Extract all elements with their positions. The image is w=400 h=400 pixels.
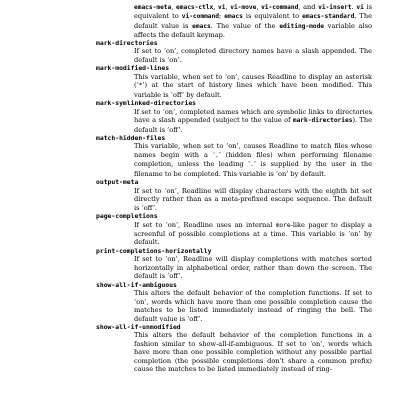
inline-code: emacs-standard: [302, 13, 355, 21]
text-run: This alters the default behavior of the completion functions. If set to ‘on’, words which have more than one possible completion cause the matches to be listed immediately instead of ringing the bell. The default value is ‘off’.: [134, 289, 372, 323]
text-run: . The value of the: [210, 21, 280, 30]
text-run: If set to ‘on’, completed names which are symbolic links to directories have a slash appended (subject to the value of: [134, 107, 372, 125]
variable-description: [134, 255, 372, 280]
variable-entry: [96, 64, 372, 99]
inline-code: vi-insert: [318, 4, 352, 11]
variable-description: [134, 187, 372, 212]
variable-description: [134, 142, 372, 178]
variable-name: match-hidden-files: [96, 133, 166, 142]
inline-code: .: [214, 151, 219, 159]
variable-entry: [96, 39, 372, 64]
inline-code: vi: [218, 4, 226, 11]
inline-code: vi-move: [230, 4, 257, 11]
variable-entry: [96, 247, 372, 281]
text-run: ;: [218, 12, 225, 21]
variable-description: [134, 108, 372, 134]
inline-code: *: [138, 82, 143, 90]
inline-code: editing-mode: [279, 22, 325, 30]
variable-description: [134, 47, 372, 64]
variable-name: output-meta: [96, 178, 139, 187]
text-run: ,: [213, 3, 219, 11]
inline-code: emacs: [192, 22, 211, 30]
variable-description: [134, 331, 372, 373]
text-run: is equivalent to: [242, 12, 303, 21]
inline-code: vi-command: [181, 13, 219, 21]
intro-paragraph: [134, 3, 372, 40]
variable-entry: [96, 99, 372, 134]
text-run: This variable, when set to ‘on’, causes Readline to match files whose names begin with a ‘: [134, 142, 372, 159]
text-run: This variable, when set to ‘on’, causes Readline to display an asterisk (‘: [134, 72, 372, 90]
text-run: , and: [298, 3, 319, 11]
variable-list: [96, 39, 372, 374]
inline-code: emacs-meta: [134, 4, 172, 11]
variable-name: mark-modified-lines: [96, 64, 170, 73]
inline-code: vi-command: [261, 4, 299, 11]
variable-description: [134, 289, 372, 323]
inline-code: mark-directories: [292, 117, 353, 125]
text-run: ’ (hidden files) when performing filename completion, unless the leading ‘: [134, 150, 372, 169]
text-run: .: [351, 3, 357, 11]
text-run: This alters the default behavior of the completion functions in a fashion similar to show-all-if-ambiguous. If set to ‘on’, words which have more than one possible completion without any possible partial completion (the possible completions don’t share a common prefix) cause the matches to be listed immediately instead of ring-: [134, 331, 372, 374]
inline-code: vi: [356, 4, 364, 11]
text-run: If set to ‘on’, Readline uses an internal: [134, 220, 276, 229]
inline-code: .: [250, 161, 254, 169]
text-run: ). The default is ‘off’.: [134, 116, 372, 134]
text-run: If set to ‘on’, Readline will display completions with matches sorted horizontally in alphabetical order, rather than down the screen. The default is ‘off’.: [134, 255, 372, 281]
variable-entry: [96, 323, 372, 374]
text-run: If set to ‘on’, Readline will display characters with the eighth bit set directly rather than as a meta-prefixed escape sequence. The default is ‘off’.: [134, 186, 372, 212]
variable-entry: [96, 281, 372, 323]
text-run: -like pager to display a screenful of possible completions at a time. This variable is ‘on’ by default.: [134, 220, 372, 247]
variable-name: show-all-if-ambiguous: [96, 280, 177, 289]
variable-entry: [96, 134, 372, 178]
text-run: ,: [256, 3, 262, 11]
variable-name: mark-directories: [96, 39, 158, 47]
text-run: is equivalent to: [134, 3, 372, 21]
variable-entry: [96, 212, 372, 247]
variable-name: page-completions: [96, 212, 158, 221]
variable-name: mark-symlinked-directories: [96, 99, 197, 108]
text-run: ,: [225, 3, 231, 11]
inline-code: more: [275, 221, 291, 229]
text-run: . The default value is: [134, 12, 372, 30]
inline-code: emacs-ctlx: [176, 4, 214, 11]
text-run: variable also affects the default keymap.: [134, 21, 372, 40]
text-run: If set to ‘on’, completed directory names have a slash appended. The default is ‘on’.: [134, 47, 372, 64]
inline-code: emacs: [224, 13, 243, 21]
variable-name: print-completions-horizontally: [96, 246, 212, 255]
text-run: ,: [171, 3, 177, 11]
text-run: ’ is supplied by the user in the filename to be completed. This variable is ‘on’ by default.: [134, 160, 372, 178]
variable-description: [134, 221, 372, 247]
text-run: ’) at the start of history lines which have been modified. This variable is ‘off’ by default.: [134, 81, 372, 99]
variable-description: [134, 73, 372, 99]
variable-name: show-all-if-unmodified: [96, 322, 181, 331]
variable-entry: [96, 178, 372, 212]
